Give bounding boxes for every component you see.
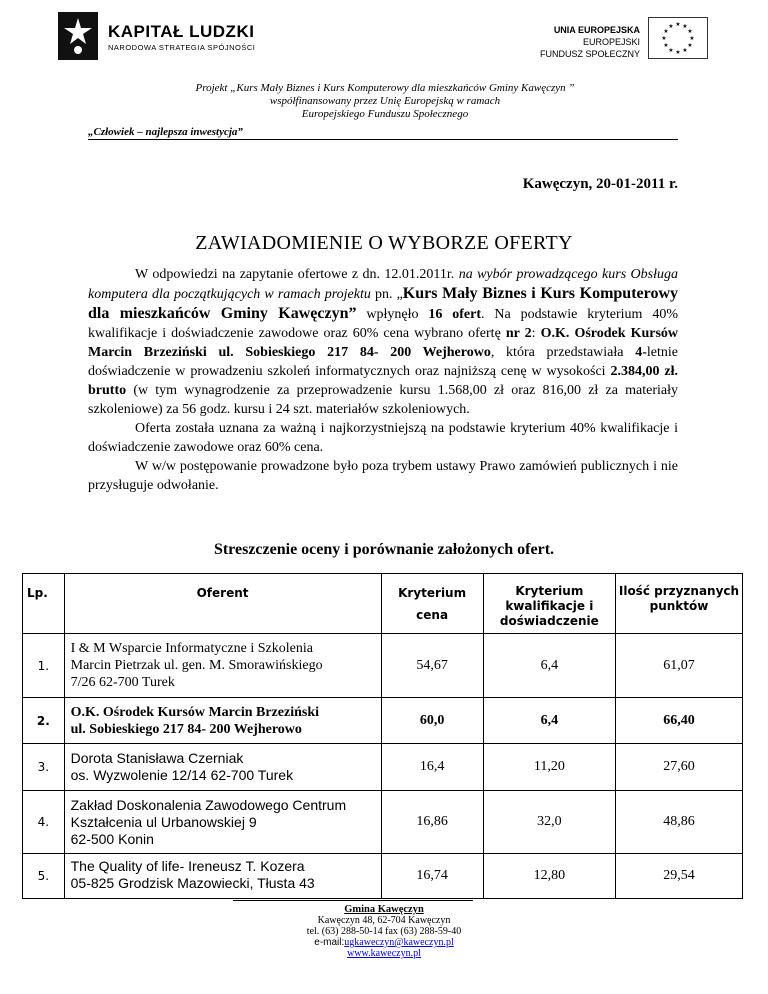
table-row (23, 854, 743, 899)
table-header-row (23, 574, 743, 634)
row-kwalifikacje: 32,0 (483, 791, 615, 854)
ue-label (540, 24, 640, 60)
project-line3: Europejskiego Funduszu Społecznego (301, 108, 469, 120)
oferent-line2: ul. Sobieskiego 217 84- 200 Wejherowo (70, 721, 302, 737)
header-divider (88, 139, 678, 140)
oferent-line2: Kształcenia ul Urbanowskiej 9 (70, 813, 257, 830)
row-cena: 16,86 (381, 791, 483, 854)
footer-divider (233, 900, 473, 901)
footer-www-link[interactable]: www.kaweczyn.pl (347, 948, 421, 959)
svg-text:★: ★ (668, 23, 674, 30)
svg-text:★: ★ (663, 42, 669, 49)
svg-text:★: ★ (668, 47, 674, 54)
p1-d: Kurs Mały Biznes i Kurs Komputerowy dla mieszkańców Gminy Kawęczyn” (88, 285, 678, 322)
row-lp: 3. (23, 744, 65, 791)
col-header-lp: Lp. (23, 574, 65, 634)
footer (0, 904, 768, 959)
row-lp: 2. (23, 698, 65, 744)
svg-text:★: ★ (661, 35, 667, 42)
table-row (23, 634, 743, 698)
p1-c: pn. „ (370, 287, 403, 302)
oferent-line1: I & M Wsparcie Informatyczne i Szkolenia (70, 641, 313, 656)
row-oferent (64, 744, 381, 791)
document-title: ZAWIADOMIENIE O WYBORZE OFERTY (195, 232, 573, 254)
svg-text:★: ★ (682, 23, 688, 30)
row-punkty: 29,54 (615, 854, 742, 899)
project-line1: Projekt „Kurs Mały Biznes i Kurs Komputerowy dla mieszkańców Gminy Kawęczyn ” (195, 82, 575, 94)
table-subtitle: Streszczenie oceny i porównanie założonych ofert. (213, 541, 555, 558)
row-kwalifikacje: 6,4 (483, 698, 615, 744)
svg-text:★: ★ (663, 28, 669, 35)
paragraph-3: W w/w postępowanie prowadzone było poza trybem ustawy Prawo zamówień publicznych i nie przysługuje odwołanie. (88, 459, 678, 493)
oferent-line1: Zakład Doskonalenia Zawodowego Centrum (70, 796, 347, 813)
row-cena: 16,4 (381, 744, 483, 791)
footer-phone: tel. (63) 288-50-14 fax (63) 288-59-40 (306, 926, 462, 937)
p1-h: nr 2 (505, 326, 532, 341)
footer-email-label: e-mail: (314, 937, 345, 948)
row-oferent (64, 791, 381, 854)
p1-b: na wybór prowadzącego kurs Obsługa komputera dla początkujących w ramach projektu (88, 267, 678, 302)
p1-f: 16 ofert (428, 307, 481, 322)
row-punkty: 61,07 (615, 634, 742, 698)
row-lp: 4. (23, 791, 65, 854)
row-kwalifikacje: 11,20 (483, 744, 615, 791)
oferent-line1: The Quality of life- Ireneusz T. Kozera (70, 858, 305, 874)
footer-email-link[interactable]: ugkaweczyn@kaweczyn.pl (344, 937, 454, 948)
row-kwalifikacje: 12,80 (483, 854, 615, 899)
p1-j: O.K. Ośrodek Kursów Marcin Brzeziński ul. Sobieskiego 217 84- 200 Wejherowo (88, 326, 679, 360)
body-text (88, 265, 678, 495)
row-punkty: 27,60 (615, 744, 742, 791)
p1-o: (w tym wynagrodzenie za przeprowadzenie kursu 1.568,00 zł oraz 816,00 zł za materiały szkoleniowe) za 56 godz. kursu i 24 szt. materiałów szkoleniowych. (88, 383, 678, 417)
footer-address: Kawęczyn 48, 62-704 Kawęczyn (317, 915, 451, 926)
col-header-punkty: Ilość przyznanych punktów (615, 574, 742, 634)
paragraph-2: Oferta została uznana za ważną i najkorzystniejszą na podstawie kryterium 40% kwalifikacje i doświadczenie zawodowe oraz 60% cena. (88, 421, 678, 455)
p1-e: wpłynęło (356, 307, 429, 322)
oferent-line2: Marcin Pietrzak ul. gen. M. Smorawińskiego (70, 658, 323, 673)
row-oferent (64, 634, 381, 698)
svg-text:★: ★ (689, 35, 695, 42)
svg-text:★: ★ (687, 28, 693, 35)
kl-subtitle: NARODOWA STRATEGIA SPÓJNOŚCI (108, 43, 256, 52)
document-date: Kawęczyn, 20-01-2011 r. (522, 176, 678, 192)
paragraph-1 (88, 265, 678, 419)
offers-table (22, 573, 743, 899)
row-oferent (64, 698, 381, 744)
oferent-line3: 7/26 62-700 Turek (70, 675, 175, 690)
row-lp: 1. (23, 634, 65, 698)
row-punkty: 48,86 (615, 791, 742, 854)
col-header-cena-l2: cena (416, 608, 449, 622)
table-row (23, 744, 743, 791)
row-lp: 5. (23, 854, 65, 899)
row-cena: 16,74 (381, 854, 483, 899)
row-oferent (64, 854, 381, 899)
p1-i: : (531, 326, 541, 341)
footer-name: Gmina Kawęczyn (344, 904, 424, 915)
row-kwalifikacje: 6,4 (483, 634, 615, 698)
col-header-kwalifikacje: Kryterium kwalifikacje i doświadczenie (483, 574, 615, 634)
svg-text:★: ★ (682, 47, 688, 54)
project-header (60, 82, 710, 121)
project-line2: współfinansowany przez Unię Europejską w ramach (269, 95, 501, 107)
kl-title: KAPITAŁ LUDZKI (108, 22, 255, 41)
row-punkty: 66,40 (615, 698, 742, 744)
kapital-ludzki-logo-icon (58, 12, 98, 60)
svg-text:★: ★ (687, 42, 693, 49)
eu-flag-icon (648, 17, 708, 59)
p1-a: W odpowiedzi na zapytanie ofertowe z dn. 12.01.2011r. (135, 267, 459, 282)
p1-m: letnie doświadczenie w prowadzeniu szkoleń informatycznych oraz najniższą cenę w wysokości (88, 345, 678, 379)
motto: „Człowiek – najlepsza inwestycja” (88, 126, 243, 138)
row-cena: 54,67 (381, 634, 483, 698)
footer-email-line (0, 937, 768, 948)
p1-l: 4- (635, 345, 647, 360)
ue-line3: FUNDUSZ SPOŁECZNY (539, 49, 640, 59)
col-header-cena (381, 574, 483, 634)
oferent-line1: Dorota Stanisława Czerniak (70, 750, 244, 766)
oferent-line2: 05-825 Grodzisk Mazowiecki, Tłusta 43 (70, 875, 315, 891)
oferent-line1: O.K. Ośrodek Kursów Marcin Brzeziński (70, 704, 319, 720)
ue-line1: UNIA EUROPEJSKA (553, 25, 640, 35)
footer-www-line (0, 948, 768, 959)
row-cena: 60,0 (381, 698, 483, 744)
svg-text:★: ★ (675, 21, 681, 28)
table-row (23, 791, 743, 854)
svg-text:★: ★ (675, 49, 681, 56)
col-header-oferent: Oferent (64, 574, 381, 634)
p1-g: . Na podstawie kryterium 40% kwalifikacje i doświadczenie zawodowe oraz 60% cena wybrano ofertę (88, 307, 678, 341)
ue-line2: EUROPEJSKI (582, 37, 640, 47)
p1-n: 2.384,00 zł. brutto (88, 364, 678, 398)
oferent-line2: os. Wyzwolenie 12/14 62-700 Turek (70, 767, 294, 783)
oferent-line3: 62-500 Konin (70, 830, 154, 847)
table-row (23, 698, 743, 744)
col-header-cena-l1: Kryterium (398, 586, 467, 600)
p1-k: , która przedstawiała (490, 345, 636, 360)
